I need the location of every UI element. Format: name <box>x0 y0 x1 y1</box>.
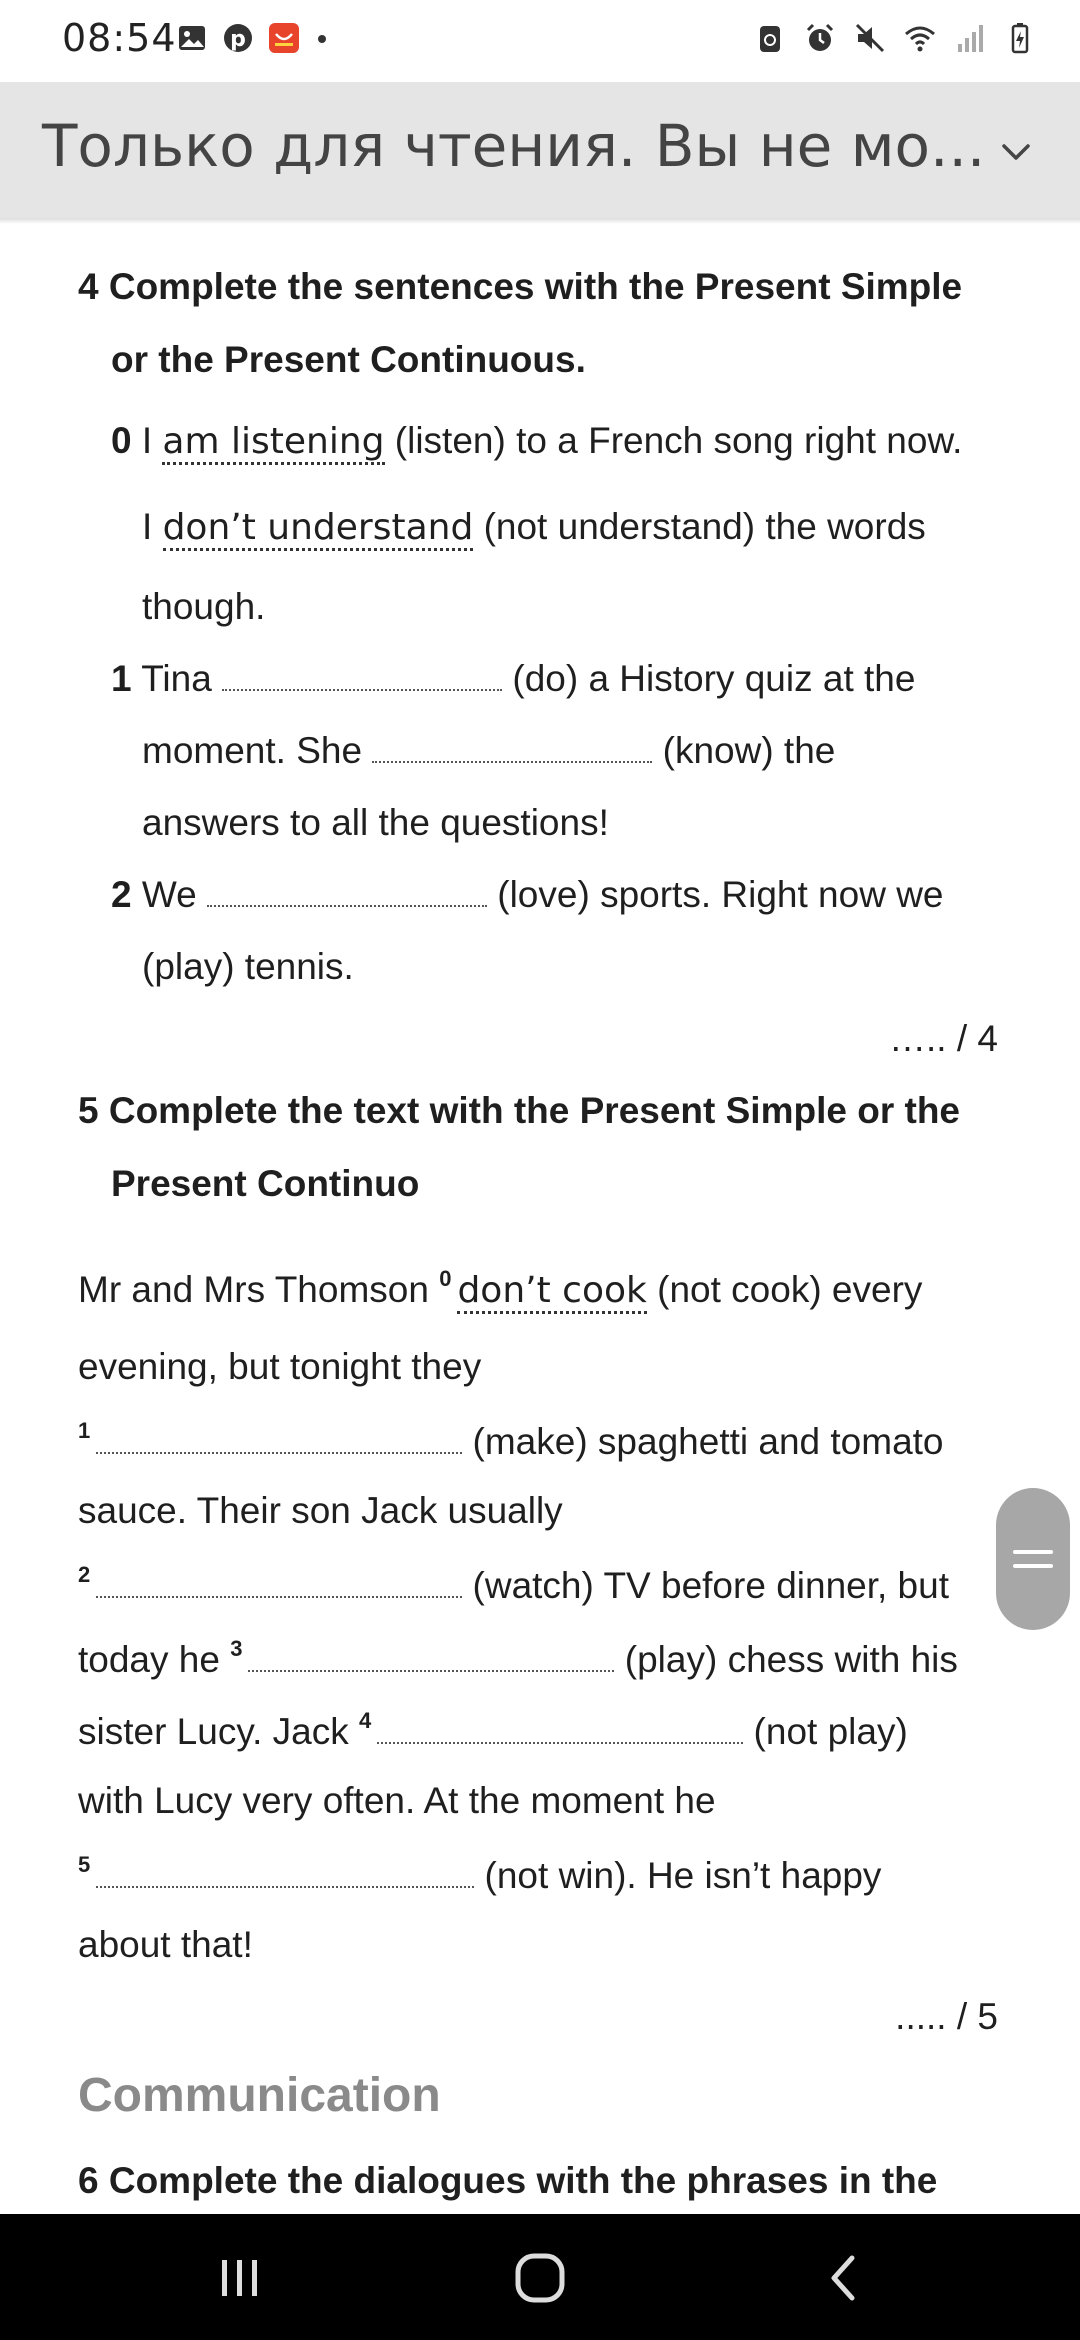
exercise-5-text-line-6 <box>78 1636 958 1681</box>
exercise-4-score: ….. / 4 <box>889 1018 998 1059</box>
exercise-5-heading-line-2: Present Continuo <box>111 1163 420 1204</box>
gap-number: 4 <box>359 1708 372 1733</box>
mute-icon <box>854 22 886 54</box>
gap-number: 3 <box>230 1636 243 1661</box>
paragraph-text: (make) spaghetti and tomato <box>472 1421 944 1462</box>
exercise-5-text-line-9 <box>78 1852 881 1897</box>
paragraph-text: (not win). He isn’t happy <box>484 1855 882 1896</box>
answer-blank <box>222 661 502 691</box>
handwritten-answer: don’t understand <box>163 507 474 551</box>
item-text: (love) sports. Right now we <box>497 874 944 915</box>
paragraph-text: (not cook) every <box>657 1269 923 1310</box>
answer-blank <box>248 1642 614 1672</box>
recycle-icon <box>754 22 786 54</box>
home-icon[interactable] <box>510 2250 570 2306</box>
item-text: I <box>142 506 153 547</box>
item-text: (not understand) the words <box>483 506 926 547</box>
scroll-handle-grip <box>1013 1550 1053 1554</box>
scroll-handle-grip <box>1013 1564 1053 1568</box>
exercise-4-item-1-line-3: answers to all the questions! <box>142 802 609 843</box>
exercise-5-text-line-10: about that! <box>78 1924 253 1965</box>
exercise-4-item-2-line-2: (play) tennis. <box>142 946 354 987</box>
exercise-4-item-2-line-1 <box>111 874 944 916</box>
answer-blank <box>372 733 652 763</box>
exercise-4-item-0-line-3: though. <box>142 586 266 627</box>
answer-blank <box>207 877 487 907</box>
gap-number: 2 <box>78 1562 91 1587</box>
item-number: 1 <box>111 658 132 699</box>
gap-number: 0 <box>439 1266 452 1291</box>
paragraph-text: today he <box>78 1639 220 1680</box>
exercise-4-item-1-line-2 <box>142 730 835 772</box>
item-text: We <box>141 874 197 915</box>
paragraph-text: (play) chess with his <box>624 1639 958 1680</box>
exercise-4-item-0-line-1 <box>111 420 962 462</box>
exercise-5-text-line-4: sauce. Their son Jack usually <box>78 1490 563 1531</box>
signal-icon <box>954 22 986 54</box>
back-icon[interactable] <box>814 2250 874 2306</box>
status-bar <box>0 0 1080 80</box>
exercise-5-heading-line-1: 5 Complete the text with the Present Simple or the <box>78 1090 961 1131</box>
exercise-4-heading-line-1: 4 Complete the sentences with the Present Simple <box>78 266 963 307</box>
item-number: 0 <box>111 420 132 461</box>
handwritten-answer: don’t cook <box>457 1270 646 1314</box>
exercise-5-text-line-8: with Lucy very often. At the moment he <box>78 1780 716 1821</box>
dot-icon <box>314 22 330 54</box>
chevron-down-icon[interactable] <box>996 132 1036 172</box>
answer-blank <box>377 1714 743 1744</box>
svg-text:p: p <box>230 27 246 52</box>
wifi-icon <box>904 22 936 54</box>
item-text: I <box>141 420 153 461</box>
alarm-icon <box>804 22 836 54</box>
handwritten-answer: am listening <box>162 421 384 465</box>
paragraph-text: sister Lucy. Jack <box>78 1711 349 1752</box>
paragraph-text: (watch) TV before dinner, but <box>472 1565 949 1606</box>
exercise-6-heading-line-1: 6 Complete the dialogues with the phrases in the <box>78 2160 938 2201</box>
read-only-banner[interactable] <box>0 82 1080 218</box>
exercise-4-item-0-line-2 <box>142 506 926 548</box>
exercise-5-text-line-7 <box>78 1708 908 1753</box>
item-text: (know) the <box>662 730 836 771</box>
navigation-bar <box>0 2214 1080 2340</box>
item-text: (do) a History quiz at the <box>512 658 916 699</box>
item-number: 2 <box>111 874 132 915</box>
item-text: moment. She <box>142 730 363 771</box>
header-shadow <box>0 218 1080 224</box>
exercise-5-text-line-1 <box>78 1266 922 1311</box>
item-text: (listen) to a French song right now. <box>394 420 963 461</box>
aliexpress-icon <box>268 22 300 54</box>
exercise-4-item-1-line-1 <box>111 658 915 700</box>
pinterest-icon <box>222 22 254 54</box>
exercise-4-heading-line-2: or the Present Continuous. <box>111 339 586 380</box>
gap-number: 5 <box>78 1852 91 1877</box>
paragraph-text: (not play) <box>753 1711 908 1752</box>
recent-apps-icon[interactable] <box>210 2250 270 2306</box>
answer-blank <box>96 1568 462 1598</box>
exercise-5-text-line-2: evening, but tonight they <box>78 1346 482 1387</box>
exercise-5-score: ..... / 5 <box>895 1996 998 2037</box>
answer-blank <box>96 1858 474 1888</box>
exercise-5-text-line-3 <box>78 1418 944 1463</box>
scroll-handle[interactable] <box>996 1488 1070 1630</box>
paragraph-text: Mr and Mrs Thomson <box>78 1269 429 1310</box>
communication-title: Communication <box>78 2069 441 2122</box>
battery-icon <box>1004 22 1036 54</box>
read-only-text: Только для чтения. Вы не мо... <box>42 112 986 180</box>
exercise-5-text-line-5 <box>78 1562 949 1607</box>
image-icon <box>176 22 208 54</box>
answer-blank <box>96 1424 462 1454</box>
status-time: 08:54 <box>62 16 177 60</box>
item-text: Tina <box>141 658 212 699</box>
gap-number: 1 <box>78 1418 91 1443</box>
